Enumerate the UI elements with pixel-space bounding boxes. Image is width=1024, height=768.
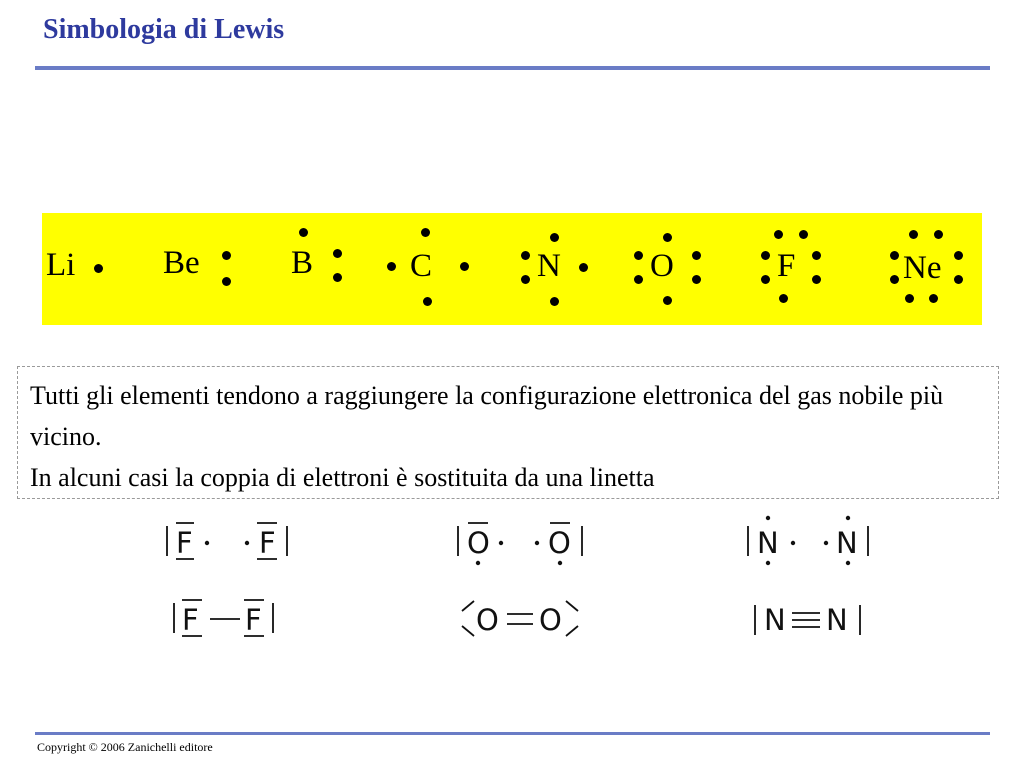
electron-dot: [812, 275, 821, 284]
electron-dot: [761, 251, 770, 260]
electron-dot: [774, 230, 783, 239]
electron-dot: [812, 251, 821, 260]
lewis-symbol-c: C: [410, 248, 433, 284]
lewis-symbol-f: F: [777, 248, 796, 284]
electron-dot: [521, 251, 530, 260]
electron-dot: [692, 251, 701, 260]
electron-dot: [799, 230, 808, 239]
electron-dot: [909, 230, 918, 239]
oxygen-diagram: [450, 510, 610, 650]
lewis-symbol-n: N: [537, 248, 561, 284]
electron-dot: [333, 273, 342, 282]
electron-dot: [934, 230, 943, 239]
lewis-symbol-be: Be: [163, 245, 200, 281]
fluorine-diagram: [160, 510, 320, 650]
electron-dot: [521, 275, 530, 284]
electron-dot: [299, 228, 308, 237]
electron-dot: [692, 275, 701, 284]
explanation-box: [17, 366, 999, 499]
electron-dot: [954, 275, 963, 284]
fluorine-bonded-left: F: [182, 603, 199, 637]
electron-dot: [222, 251, 231, 260]
nitrogen-molecule: [740, 510, 900, 650]
fluorine-bonded-right: F: [245, 603, 262, 637]
slide-title: Simbologia di Lewis: [43, 14, 285, 45]
electron-dot: [423, 297, 432, 306]
electron-dot: [663, 296, 672, 305]
electron-dot: [929, 294, 938, 303]
footer-divider: [35, 732, 990, 735]
fluorine-atom-right: F: [259, 526, 276, 560]
electron-dot: [905, 294, 914, 303]
electron-dot: [634, 275, 643, 284]
fluorine-atom-left: F: [176, 526, 193, 560]
nitrogen-atom-right: N: [836, 526, 858, 560]
electron-dot: [890, 275, 899, 284]
explanation-line-2: In alcuni casi la coppia di elettroni è sostituita da una linetta: [30, 463, 655, 492]
lewis-symbol-o: O: [650, 248, 674, 284]
molecule-diagrams: [0, 500, 1024, 660]
title-divider: [35, 66, 990, 70]
electron-dot: [550, 297, 559, 306]
nitrogen-bonded-left: N: [764, 603, 786, 637]
electron-dot: [387, 262, 396, 271]
electron-dot: [890, 251, 899, 260]
electron-dot: [421, 228, 430, 237]
lewis-symbol-b: B: [291, 245, 314, 281]
oxygen-atom-left: O: [467, 526, 490, 560]
nitrogen-diagram: [740, 510, 900, 650]
electron-dot: [222, 277, 231, 286]
explanation-line-1: Tutti gli elementi tendono a raggiungere la configurazione elettronica del gas nobile più vicino.: [30, 381, 944, 451]
oxygen-bonded-right: O: [539, 603, 562, 637]
electron-dot: [954, 251, 963, 260]
electron-dot: [761, 275, 770, 284]
nitrogen-atom-left: N: [757, 526, 779, 560]
lewis-symbol-ne: Ne: [903, 250, 942, 286]
electron-dot: [634, 251, 643, 260]
electron-dot: [94, 264, 103, 273]
electron-dot: [663, 233, 672, 242]
oxygen-bonded-left: O: [476, 603, 499, 637]
oxygen-molecule: [450, 510, 610, 650]
oxygen-atom-right: O: [548, 526, 571, 560]
fluorine-molecule: [160, 510, 320, 650]
electron-dot: [460, 262, 469, 271]
electron-dot: [779, 294, 788, 303]
electron-dot: [550, 233, 559, 242]
nitrogen-bonded-right: N: [826, 603, 848, 637]
explanation-text: [30, 375, 990, 498]
lewis-symbols-panel: [42, 213, 982, 325]
copyright-notice: Copyright © 2006 Zanichelli editore: [37, 740, 213, 754]
electron-dot: [579, 263, 588, 272]
electron-dot: [333, 249, 342, 258]
lewis-symbol-li: Li: [46, 247, 76, 283]
